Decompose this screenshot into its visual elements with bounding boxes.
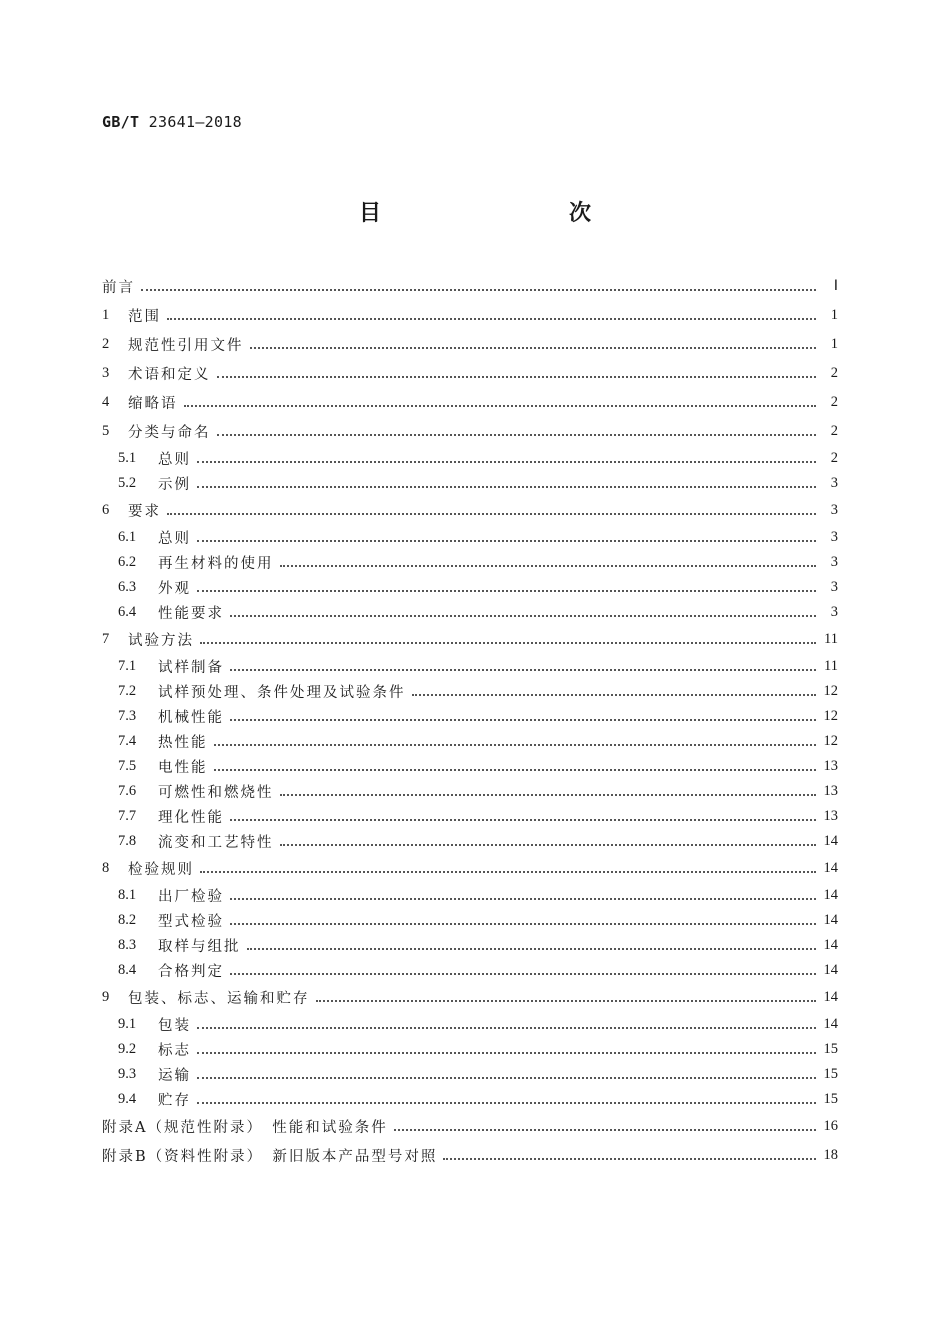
toc-entry-page: 3: [830, 604, 838, 620]
toc-entry-page: 1: [830, 336, 838, 352]
dot-leader: [167, 318, 816, 320]
dot-leader: [230, 898, 816, 900]
toc-entry-page: 14: [823, 860, 838, 876]
toc-entry-label: 运输: [158, 1068, 191, 1084]
toc-entry-label: 电性能: [158, 760, 208, 776]
dot-leader: [280, 844, 817, 846]
dot-leader: [217, 434, 817, 436]
toc-entry[interactable]: [102, 1141, 838, 1170]
dot-leader: [197, 540, 816, 542]
toc-entry[interactable]: [102, 679, 838, 704]
toc-entry-number: 7.3: [118, 708, 137, 724]
toc-entry-label: 附录A（规范性附录） 性能和试验条件: [102, 1120, 388, 1136]
dot-leader: [230, 923, 816, 925]
toc-entry[interactable]: [102, 754, 838, 779]
table-of-contents: [102, 272, 838, 1170]
dot-leader: [197, 486, 816, 488]
toc-entry-number: 7.6: [118, 783, 137, 799]
dot-leader: [197, 461, 816, 463]
toc-entry-label: 缩略语: [128, 396, 178, 412]
toc-entry-label: 规范性引用文件: [128, 338, 244, 354]
toc-entry-number: 9.4: [118, 1091, 137, 1107]
standard-number: 23641—2018: [148, 113, 242, 131]
toc-entry[interactable]: [102, 958, 838, 983]
toc-entry[interactable]: [102, 1087, 838, 1112]
toc-entry-number: 7.2: [118, 683, 137, 699]
toc-entry-label: 贮存: [158, 1093, 191, 1109]
toc-entry-page: 14: [823, 1016, 838, 1032]
standard-prefix: GB/T: [102, 113, 140, 131]
toc-entry-number: 9.3: [118, 1066, 137, 1082]
toc-entry-number: 3: [102, 365, 110, 381]
toc-entry-page: 14: [823, 937, 838, 953]
dot-leader: [197, 1027, 816, 1029]
toc-entry-page: 14: [823, 912, 838, 928]
dot-leader: [217, 376, 817, 378]
dot-leader: [443, 1158, 816, 1160]
toc-entry-number: 6: [102, 502, 110, 518]
toc-entry[interactable]: [102, 359, 838, 388]
toc-entry-label: 附录B（资料性附录） 新旧版本产品型号对照: [102, 1149, 438, 1165]
toc-entry-label: 试样预处理、条件处理及试验条件: [158, 685, 406, 701]
toc-entry-page: 3: [830, 579, 838, 595]
toc-entry-page: Ⅰ: [833, 278, 838, 294]
toc-entry-number: 6.1: [118, 529, 137, 545]
toc-entry-page: 2: [830, 423, 838, 439]
toc-entry-number: 6.2: [118, 554, 137, 570]
toc-entry-label: 试样制备: [158, 660, 224, 676]
toc-entry[interactable]: [102, 779, 838, 804]
toc-entry-number: 7.1: [118, 658, 137, 674]
dot-leader: [200, 642, 816, 644]
toc-entry-page: 14: [823, 962, 838, 978]
toc-entry-label: 机械性能: [158, 710, 224, 726]
toc-entry-page: 15: [823, 1091, 838, 1107]
toc-entry[interactable]: [102, 550, 838, 575]
toc-entry[interactable]: [102, 625, 838, 654]
toc-entry-label: 型式检验: [158, 914, 224, 930]
dot-leader: [197, 1052, 816, 1054]
toc-entry-page: 13: [823, 783, 838, 799]
toc-entry-number: 5.1: [118, 450, 137, 466]
toc-entry-page: 11: [824, 631, 838, 647]
toc-entry-number: 9.2: [118, 1041, 137, 1057]
dot-leader: [214, 769, 817, 771]
dot-leader: [247, 948, 817, 950]
dot-leader: [197, 1102, 816, 1104]
dot-leader: [141, 289, 816, 291]
toc-entry-label: 取样与组批: [158, 939, 241, 955]
toc-entry-label: 范围: [128, 309, 161, 325]
dot-leader: [230, 973, 816, 975]
toc-entry-label: 示例: [158, 477, 191, 493]
toc-entry[interactable]: [102, 330, 838, 359]
toc-entry[interactable]: [102, 575, 838, 600]
dot-leader: [280, 565, 817, 567]
dot-leader: [394, 1129, 816, 1131]
page-title: 目 次: [358, 200, 639, 226]
toc-entry-page: 1: [830, 307, 838, 323]
toc-entry-label: 分类与命名: [128, 425, 211, 441]
toc-entry-label: 外观: [158, 581, 191, 597]
toc-entry[interactable]: [102, 854, 838, 883]
toc-entry-page: 15: [823, 1041, 838, 1057]
toc-entry-page: 2: [830, 394, 838, 410]
dot-leader: [316, 1000, 817, 1002]
toc-entry[interactable]: [102, 829, 838, 854]
toc-entry-page: 13: [823, 758, 838, 774]
dot-leader: [250, 347, 817, 349]
toc-entry-label: 可燃性和燃烧性: [158, 785, 274, 801]
toc-entry-label: 试验方法: [128, 633, 194, 649]
dot-leader: [412, 694, 817, 696]
toc-entry[interactable]: [102, 600, 838, 625]
toc-entry-number: 5: [102, 423, 110, 439]
dot-leader: [230, 819, 816, 821]
dot-leader: [197, 590, 816, 592]
toc-entry-number: 9.1: [118, 1016, 137, 1032]
toc-entry[interactable]: [102, 933, 838, 958]
dot-leader: [214, 744, 817, 746]
toc-entry[interactable]: [102, 1112, 838, 1141]
toc-entry[interactable]: [102, 804, 838, 829]
toc-entry-number: 8.4: [118, 962, 137, 978]
toc-entry[interactable]: [102, 1062, 838, 1087]
toc-entry-page: 12: [823, 683, 838, 699]
toc-entry-number: 9: [102, 989, 110, 1005]
toc-entry-page: 12: [823, 708, 838, 724]
standard-code: [102, 113, 242, 131]
toc-entry-number: 8.2: [118, 912, 137, 928]
toc-entry-label: 标志: [158, 1043, 191, 1059]
toc-entry-page: 15: [823, 1066, 838, 1082]
toc-entry[interactable]: [102, 446, 838, 471]
toc-entry-page: 3: [830, 554, 838, 570]
toc-entry-page: 13: [823, 808, 838, 824]
toc-entry-page: 2: [830, 365, 838, 381]
toc-entry-page: 14: [823, 887, 838, 903]
toc-entry-label: 再生材料的使用: [158, 556, 274, 572]
toc-entry-page: 12: [823, 733, 838, 749]
toc-entry-label: 理化性能: [158, 810, 224, 826]
toc-entry-label: 热性能: [158, 735, 208, 751]
toc-entry-number: 7: [102, 631, 110, 647]
dot-leader: [280, 794, 817, 796]
toc-entry-label: 包装: [158, 1018, 191, 1034]
toc-entry-page: 3: [830, 529, 838, 545]
toc-entry[interactable]: [102, 388, 838, 417]
toc-entry-page: 14: [823, 989, 838, 1005]
toc-entry-label: 合格判定: [158, 964, 224, 980]
toc-entry[interactable]: [102, 704, 838, 729]
toc-entry-number: 1: [102, 307, 110, 323]
toc-entry-page: 18: [823, 1147, 838, 1163]
toc-entry-page: 11: [824, 658, 838, 674]
toc-entry-number: 6.4: [118, 604, 137, 620]
toc-entry-number: 8.1: [118, 887, 137, 903]
toc-entry-number: 7.4: [118, 733, 137, 749]
toc-entry-number: 2: [102, 336, 110, 352]
toc-entry-label: 总则: [158, 531, 191, 547]
toc-entry-label: 要求: [128, 504, 161, 520]
toc-entry[interactable]: [102, 301, 838, 330]
toc-entry[interactable]: [102, 908, 838, 933]
toc-entry-label: 检验规则: [128, 862, 194, 878]
toc-entry-label: 出厂检验: [158, 889, 224, 905]
toc-entry-number: 7.8: [118, 833, 137, 849]
dot-leader: [184, 405, 817, 407]
toc-entry[interactable]: [102, 1037, 838, 1062]
toc-entry[interactable]: [102, 729, 838, 754]
toc-entry[interactable]: [102, 983, 838, 1012]
toc-entry-number: 8.3: [118, 937, 137, 953]
toc-entry-label: 总则: [158, 452, 191, 468]
dot-leader: [230, 669, 816, 671]
dot-leader: [200, 871, 816, 873]
toc-entry[interactable]: [102, 654, 838, 679]
toc-entry[interactable]: [102, 883, 838, 908]
toc-entry[interactable]: [102, 417, 838, 446]
toc-entry-number: 7.5: [118, 758, 137, 774]
toc-entry-page: 16: [823, 1118, 838, 1134]
toc-entry-number: 5.2: [118, 475, 137, 491]
dot-leader: [167, 513, 816, 515]
toc-entry-page: 2: [830, 450, 838, 466]
toc-entry-page: 3: [830, 502, 838, 518]
toc-entry-label: 前言: [102, 280, 135, 296]
dot-leader: [230, 719, 816, 721]
toc-entry[interactable]: [102, 1012, 838, 1037]
toc-entry-page: 3: [830, 475, 838, 491]
dot-leader: [230, 615, 816, 617]
toc-entry-label: 包装、标志、运输和贮存: [128, 991, 310, 1007]
toc-entry[interactable]: [102, 471, 838, 496]
toc-entry-number: 4: [102, 394, 110, 410]
toc-entry-label: 性能要求: [158, 606, 224, 622]
toc-entry-label: 流变和工艺特性: [158, 835, 274, 851]
toc-entry[interactable]: [102, 272, 838, 301]
toc-entry-label: 术语和定义: [128, 367, 211, 383]
toc-entry-number: 8: [102, 860, 110, 876]
toc-entry[interactable]: [102, 525, 838, 550]
toc-entry-number: 6.3: [118, 579, 137, 595]
toc-entry-number: 7.7: [118, 808, 137, 824]
toc-entry-page: 14: [823, 833, 838, 849]
toc-entry[interactable]: [102, 496, 838, 525]
dot-leader: [197, 1077, 816, 1079]
